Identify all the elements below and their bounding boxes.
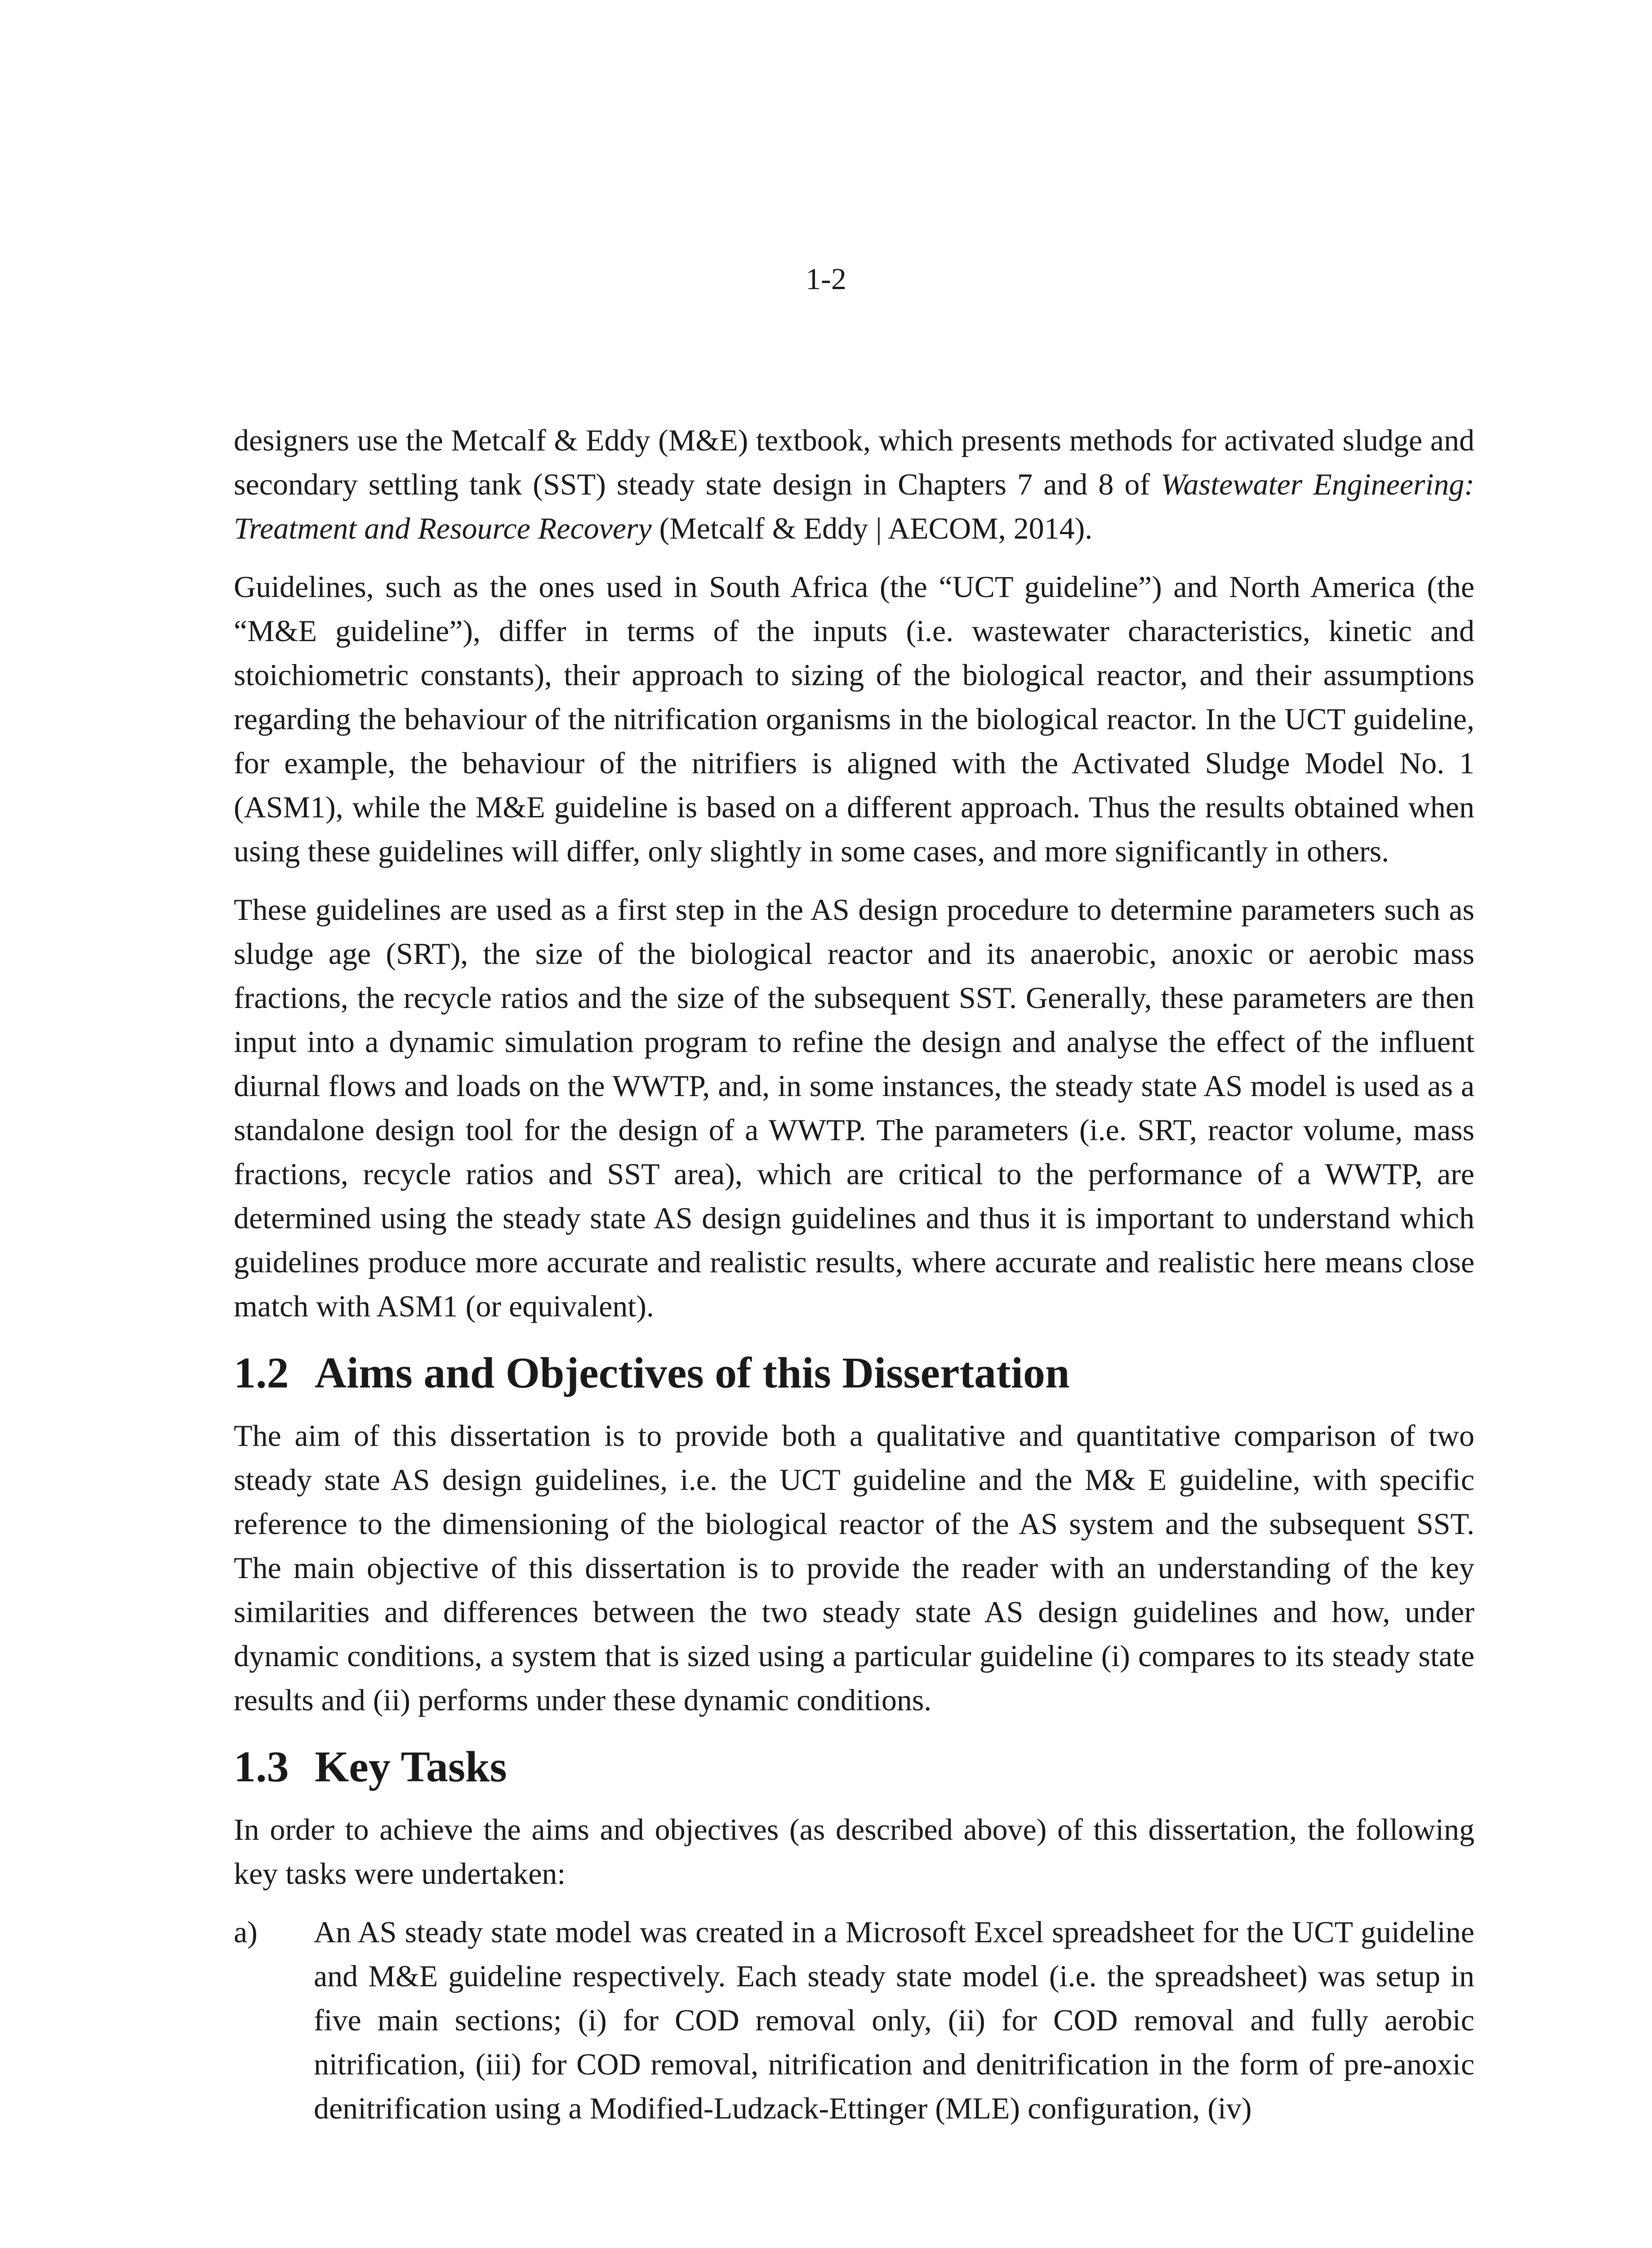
- list-item-text: An AS steady state model was created in a Microsoft Excel spreadsheet for the UCT guideline and M&E guideline respectively. Each steady state model (i.e. the spreadsheet) was setup in five main sections; (i) for COD removal only, (ii) for COD removal and fully aerobic nitrification, (iii) for COD removal, nitrification and denitrification in the form of pre-anoxic denitrification using a Modified-Ludzack-Ettinger (MLE) configuration, (iv): [314, 1915, 1474, 2125]
- page-body: [234, 418, 1474, 2130]
- paragraph-guidelines: Guidelines, such as the ones used in South Africa (the “UCT guideline”) and North America (the “M&E guideline”), differ in terms of the inputs (i.e. wastewater characteristics, kinetic and stoichiometric constants), their approach to sizing of the biological reactor, and their assumptions regarding the behaviour of the nitrification organisms in the biological reactor. In the UCT guideline, for example, the behaviour of the nitrifiers is aligned with the Activated Sludge Model No. 1 (ASM1), while the M&E guideline is based on a different approach. Thus the results obtained when using these guidelines will differ, only slightly in some cases, and more significantly in others.: [234, 570, 1474, 868]
- page-number: 1-2: [806, 262, 846, 296]
- section-heading-key-tasks: [234, 1740, 1474, 1794]
- book-title: Wastewater Engineering: Treatment and Resource Recovery: [234, 467, 1474, 545]
- section-number: 1.2: [234, 1349, 289, 1397]
- section-title: Key Tasks: [315, 1743, 507, 1791]
- section-number: 1.3: [234, 1743, 289, 1791]
- paragraph-text: designers use the Metcalf & Eddy (M&E) textbook, which presents methods for activated sludge and secondary settling tank (SST) steady state design in Chapters 7 and 8 of: [234, 423, 1474, 501]
- paragraph-key-tasks-intro: In order to achieve the aims and objectives (as described above) of this dissertation, the following key tasks were undertaken:: [234, 1812, 1474, 1891]
- paragraph-design-procedure: These guidelines are used as a first step in the AS design procedure to determine parameters such as sludge age (SRT), the size of the biological reactor and its anaerobic, anoxic or aerobic mass fractions, the recycle ratios and the size of the subsequent SST. Generally, these parameters are then input into a dynamic simulation program to refine the design and analyse the effect of the influent diurnal flows and loads on the WWTP, and, in some instances, the steady state AS model is used as a standalone design tool for the design of a WWTP. The parameters (i.e. SRT, reactor volume, mass fractions, recycle ratios and SST area), which are critical to the performance of a WWTP, are determined using the steady state AS design guidelines and thus it is important to understand which guidelines produce more accurate and realistic results, where accurate and realistic here means close match with ASM1 (or equivalent).: [234, 892, 1474, 1323]
- paragraph-intro-continuation: [234, 418, 1474, 550]
- list-item: [234, 1910, 1474, 2130]
- paragraph-text: (Metcalf & Eddy | AECOM, 2014).: [651, 511, 1093, 545]
- section-heading-aims: [234, 1346, 1474, 1400]
- list-marker: a): [234, 1915, 258, 1949]
- section-title: Aims and Objectives of this Dissertation: [315, 1349, 1070, 1397]
- paragraph-aims: The aim of this dissertation is to provide both a qualitative and quantitative comparison of two steady state AS design guidelines, i.e. the UCT guideline and the M& E guideline, with specific reference to the dimensioning of the biological reactor of the AS system and the subsequent SST. The main objective of this dissertation is to provide the reader with an understanding of the key similarities and differences between the two steady state AS design guidelines and how, under dynamic conditions, a system that is sized using a particular guideline (i) compares to its steady state results and (ii) performs under these dynamic conditions.: [234, 1418, 1474, 1717]
